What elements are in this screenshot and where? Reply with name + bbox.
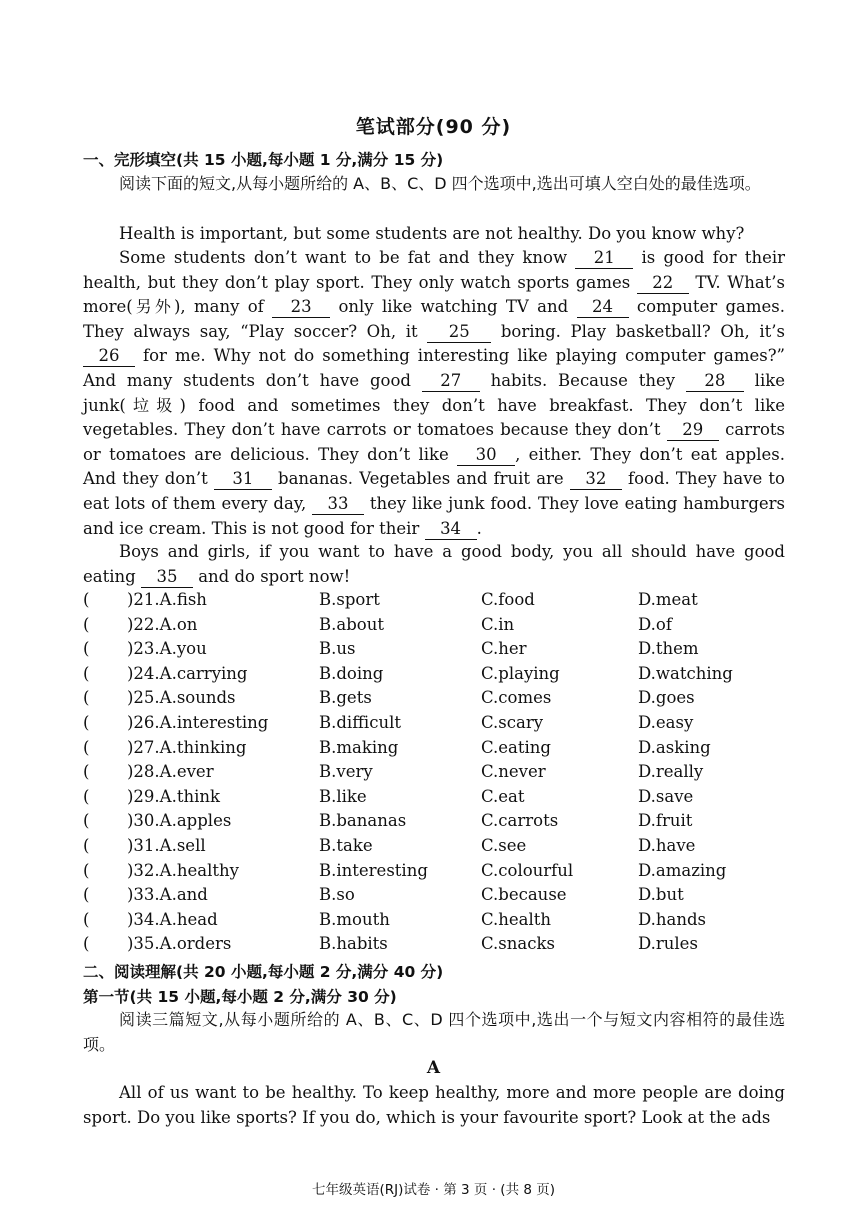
option-a: )22.A.on bbox=[127, 614, 198, 634]
option-d: D.watching bbox=[638, 663, 733, 683]
option-d: D.really bbox=[638, 762, 704, 782]
option-b: B.habits bbox=[319, 934, 388, 954]
option-c: C.her bbox=[481, 639, 527, 659]
answer-paren[interactable]: ( bbox=[83, 909, 90, 929]
passage-text: and do sport now! bbox=[192, 566, 351, 586]
option-a: )30.A.apples bbox=[127, 811, 232, 831]
gloss-text: 另外 bbox=[132, 297, 174, 317]
passage-text: , either. They don’t eat apples. And they don’t bbox=[83, 444, 785, 489]
option-row bbox=[83, 588, 803, 613]
passage-text: computer games. They always say, “Play soccer? Oh, it bbox=[83, 297, 785, 341]
option-a: )34.A.head bbox=[127, 909, 218, 929]
option-d: D.easy bbox=[638, 712, 694, 732]
option-b: B.bananas bbox=[319, 811, 407, 831]
option-c: C.comes bbox=[481, 688, 552, 708]
option-d: D.asking bbox=[638, 737, 711, 757]
option-b: B.very bbox=[319, 762, 373, 782]
answer-paren[interactable]: ( bbox=[83, 811, 90, 831]
passage-letter: A bbox=[426, 1058, 441, 1078]
option-a: )27.A.thinking bbox=[127, 737, 247, 757]
option-a: )26.A.interesting bbox=[127, 712, 269, 732]
passage-paragraph-3 bbox=[83, 540, 785, 589]
section-2-instruction: 阅读三篇短文,从每小题所给的 A、B、C、D 四个选项中,选出一个与短文内容相符的最佳选项。 bbox=[83, 1010, 785, 1054]
option-row bbox=[83, 711, 803, 736]
option-a: )32.A.healthy bbox=[127, 860, 239, 880]
option-row bbox=[83, 613, 803, 638]
option-b: B.us bbox=[319, 639, 356, 659]
option-c: C.see bbox=[481, 835, 527, 855]
passage-a-text: All of us want to be healthy. To keep healthy, more and more people are doing sport. Do you like sports? If you do, which is your favourite sport? Look at the ads bbox=[83, 1083, 785, 1127]
option-d: D.goes bbox=[638, 688, 695, 708]
option-row bbox=[83, 932, 803, 957]
option-b: B.mouth bbox=[319, 909, 390, 929]
passage-text: ) food and sometimes they don’t have breakfast. They don’t like vegetables. They don’t have carrots or tomatoes because they don’t bbox=[83, 395, 785, 440]
option-c: C.eating bbox=[481, 737, 551, 757]
passage-text: is good for their health, but they don’t play sport. They only watch sports games bbox=[83, 248, 785, 292]
option-d: D.have bbox=[638, 835, 696, 855]
option-c: C.in bbox=[481, 614, 515, 634]
answer-paren[interactable]: ( bbox=[83, 786, 90, 806]
blank-31: 31 bbox=[214, 469, 272, 490]
option-c: C.health bbox=[481, 909, 552, 929]
option-d: D.meat bbox=[638, 590, 698, 609]
passage-text: only like watching TV and bbox=[330, 297, 577, 317]
section-1-heading: 一、完形填空(共 15 小题,每小题 1 分,满分 15 分) bbox=[83, 151, 444, 169]
option-row bbox=[83, 686, 803, 711]
option-c: C.playing bbox=[481, 663, 560, 683]
blank-23: 23 bbox=[272, 297, 330, 318]
option-a: )29.A.think bbox=[127, 786, 220, 806]
answer-paren[interactable]: ( bbox=[83, 885, 90, 905]
option-row bbox=[83, 760, 803, 785]
option-d: D.save bbox=[638, 786, 694, 806]
option-c: C.never bbox=[481, 762, 546, 782]
passage-text: for me. Why not do something interesting like playing computer games?” And many students don’t have good bbox=[83, 346, 785, 390]
passage-text: Some students don’t want to be fat and they know bbox=[119, 248, 576, 267]
blank-34: 34 bbox=[425, 519, 477, 540]
option-d: D.amazing bbox=[638, 860, 727, 880]
blank-28: 28 bbox=[686, 371, 744, 392]
passage-text: Boys and girls, if you want to have a good body, you all should have good eating bbox=[83, 542, 785, 586]
answer-paren[interactable]: ( bbox=[83, 688, 90, 708]
option-d: D.hands bbox=[638, 909, 707, 929]
option-d: D.but bbox=[638, 885, 684, 905]
option-c: C.snacks bbox=[481, 934, 555, 954]
section-2-heading: 二、阅读理解(共 20 小题,每小题 2 分,满分 40 分) bbox=[83, 963, 444, 981]
option-row bbox=[83, 834, 803, 859]
passage-text: bananas. Vegetables and fruit are bbox=[271, 469, 570, 489]
answer-paren[interactable]: ( bbox=[83, 835, 90, 855]
passage-text: food. They have to eat lots of them every day, bbox=[83, 469, 785, 513]
blank-22: 22 bbox=[637, 273, 689, 294]
options-list bbox=[83, 588, 803, 957]
option-d: D.of bbox=[638, 614, 672, 634]
passage-text: habits. Because they bbox=[479, 370, 686, 390]
passage-paragraph-1: Health is important, but some students are not healthy. Do you know why? bbox=[119, 224, 745, 243]
gloss-text: 垃圾 bbox=[125, 395, 180, 415]
option-c: C.colourful bbox=[481, 860, 574, 880]
section-1-instruction: 阅读下面的短文,从每小题所给的 A、B、C、D 四个选项中,选出可填人空白处的最佳选项。 bbox=[119, 174, 761, 193]
passage-text: they like junk food. They love eating hamburgers and ice cream. This is not good for their bbox=[83, 493, 785, 538]
passage-text: . bbox=[476, 518, 482, 538]
page-footer: 七年级英语(RJ)试卷 · 第 3 页 · (共 8 页) bbox=[311, 1182, 556, 1198]
option-row bbox=[83, 785, 803, 810]
answer-paren[interactable]: ( bbox=[83, 762, 90, 782]
option-b: B.making bbox=[319, 737, 399, 757]
answer-paren[interactable]: ( bbox=[83, 712, 90, 732]
option-row bbox=[83, 736, 803, 761]
answer-paren[interactable]: ( bbox=[83, 934, 90, 954]
blank-35: 35 bbox=[141, 567, 193, 588]
option-b: B.like bbox=[319, 786, 367, 806]
option-row bbox=[83, 883, 803, 908]
option-a: )33.A.and bbox=[127, 885, 208, 905]
blank-29: 29 bbox=[667, 420, 719, 441]
answer-paren[interactable]: ( bbox=[83, 639, 90, 659]
option-c: C.food bbox=[481, 590, 535, 609]
option-a: )28.A.ever bbox=[127, 762, 214, 782]
blank-33: 33 bbox=[312, 494, 364, 515]
option-a: )23.A.you bbox=[127, 639, 207, 659]
option-b: B.interesting bbox=[319, 860, 428, 880]
blank-30: 30 bbox=[457, 445, 515, 466]
passage-text: TV. What’s more( bbox=[83, 272, 785, 317]
section-2-subheading: 第一节(共 15 小题,每小题 2 分,满分 30 分) bbox=[83, 988, 397, 1006]
answer-paren[interactable]: ( bbox=[83, 737, 90, 757]
option-c: C.carrots bbox=[481, 811, 559, 831]
option-b: B.so bbox=[319, 885, 355, 905]
answer-paren[interactable]: ( bbox=[83, 663, 90, 683]
option-c: C.scary bbox=[481, 712, 544, 732]
passage-text: carrots or tomatoes are delicious. They don’t like bbox=[83, 420, 785, 464]
page-title: 笔试部分(90 分) bbox=[355, 116, 512, 138]
option-row bbox=[83, 809, 803, 834]
passage-text: ), many of bbox=[173, 297, 273, 317]
blank-25: 25 bbox=[427, 322, 491, 343]
option-b: B.sport bbox=[319, 590, 380, 609]
option-a: )21.A.fish bbox=[127, 590, 207, 609]
option-a: )24.A.carrying bbox=[127, 663, 248, 683]
option-d: D.them bbox=[638, 639, 699, 659]
option-a: )31.A.sell bbox=[127, 835, 206, 855]
option-b: B.doing bbox=[319, 663, 384, 683]
option-c: C.because bbox=[481, 885, 567, 905]
option-row bbox=[83, 662, 803, 687]
option-b: B.gets bbox=[319, 688, 372, 708]
blank-27: 27 bbox=[422, 371, 480, 392]
answer-paren[interactable]: ( bbox=[83, 614, 90, 634]
option-row bbox=[83, 908, 803, 933]
option-row bbox=[83, 637, 803, 662]
option-d: D.rules bbox=[638, 934, 698, 954]
blank-21: 21 bbox=[575, 248, 633, 269]
option-a: )25.A.sounds bbox=[127, 688, 236, 708]
option-b: B.difficult bbox=[319, 712, 401, 732]
option-c: C.eat bbox=[481, 786, 525, 806]
passage-paragraph-2 bbox=[83, 246, 785, 541]
blank-26: 26 bbox=[83, 346, 135, 367]
option-a: )35.A.orders bbox=[127, 934, 232, 954]
passage-text: like junk( bbox=[83, 370, 785, 415]
blank-24: 24 bbox=[577, 297, 629, 318]
passage-text: boring. Play basketball? Oh, it’s bbox=[491, 321, 785, 341]
answer-paren[interactable]: ( bbox=[83, 860, 90, 880]
blank-32: 32 bbox=[570, 469, 622, 490]
option-d: D.fruit bbox=[638, 811, 693, 831]
option-b: B.take bbox=[319, 835, 373, 855]
answer-paren[interactable]: ( bbox=[83, 590, 90, 609]
option-row bbox=[83, 859, 803, 884]
option-b: B.about bbox=[319, 614, 384, 634]
